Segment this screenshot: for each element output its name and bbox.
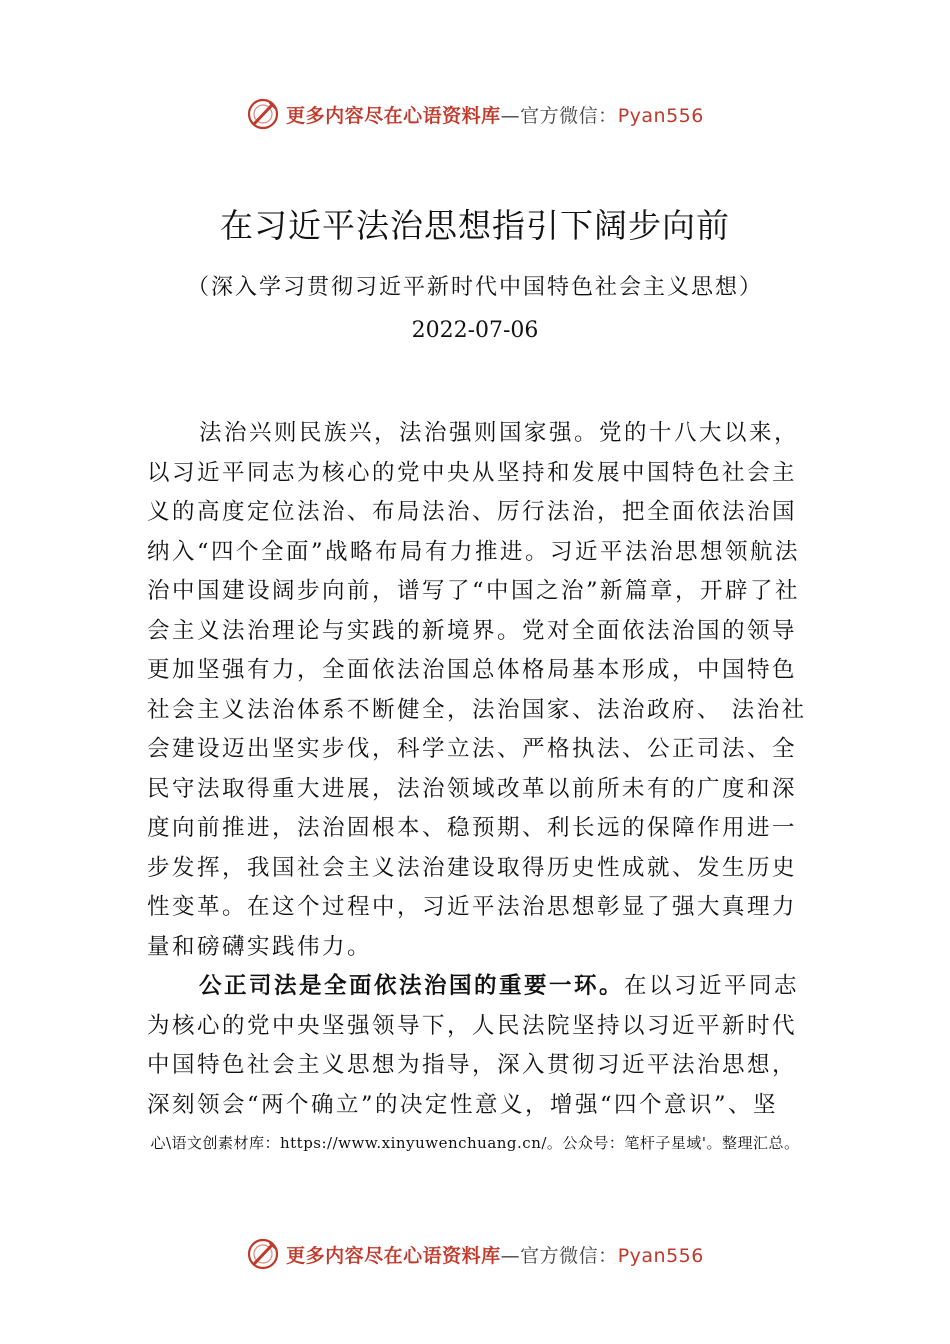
banner-brand: 更多内容尽在心语资料库 bbox=[286, 104, 501, 127]
paragraph-1: 法治兴则民族兴，法治强则国家强。党的十八大以来，以习近平同志为核心的党中央从坚持和发展中国特色社会主义的高度定位法治、布局法治、厉行法治，把全面依法治国纳入“四个全面”战略布局有力推进。习近平法治思想领航法治中国建设阔步向前，谱写了“中国之治”新篇章，开辟了社会主义法治理论与实践的新境界。党对全面依法治国的领导更加坚强有力，全面依法治国总体格局基本形成，中国特色社会主义法治体系不断健全，法治国家、法治政府、 法治社会建设迈出坚实步伐，科学立法、严格执法、公正司法、全民守法取得重大进展，法治领域改革以前所未有的广度和深度向前推进，法治固根本、稳预期、利长远的保障作用进一步发挥，我国社会主义法治建设取得历史性成就、发生历史性变革。在这个过程中，习近平法治思想彰显了强大真理力量和磅礴实践伟力。 bbox=[147, 420, 807, 960]
banner-wechat-id: Pyan556 bbox=[617, 104, 704, 127]
article-date: 2022-07-06 bbox=[411, 318, 539, 343]
paragraph-2-lead: 公正司法是全面依法治国的重要一环。 bbox=[199, 973, 625, 999]
banner-separator: — bbox=[500, 104, 521, 127]
article-body bbox=[147, 414, 817, 1125]
footer-banner bbox=[0, 1234, 950, 1274]
article-subtitle: （深入学习贯彻习近平新时代中国特色社会主义思想） bbox=[186, 275, 763, 300]
banner-separator: — bbox=[500, 1244, 521, 1267]
banner-brand: 更多内容尽在心语资料库 bbox=[286, 1244, 501, 1267]
brand-logo-icon bbox=[246, 1237, 280, 1271]
banner-text bbox=[286, 101, 704, 128]
header-banner bbox=[0, 94, 950, 134]
brand-logo-icon bbox=[246, 97, 280, 131]
banner-wechat-label: 官方微信： bbox=[520, 1244, 618, 1267]
article-title: 在习近平法治思想指引下阔步向前 bbox=[220, 206, 730, 245]
paragraph-2-text: 在以习近平同志为核心的党中央坚强领导下，人民法院坚持以习近平新时代中国特色社会主义思想为指导，深入贯彻习近平法治思想， 深刻领会“两个确立”的决定性意义，增强“四个意识”、坚 bbox=[147, 973, 800, 1118]
source-footer-note: 心\语文创素材库：https://www.xinyuwenchuang.cn/。公众号：笔杆子星域'。整理汇总。 bbox=[150, 1134, 800, 1152]
banner-text bbox=[286, 1241, 704, 1268]
banner-wechat-label: 官方微信： bbox=[520, 104, 618, 127]
paragraph-2 bbox=[147, 967, 817, 1125]
banner-wechat-id: Pyan556 bbox=[617, 1244, 704, 1267]
